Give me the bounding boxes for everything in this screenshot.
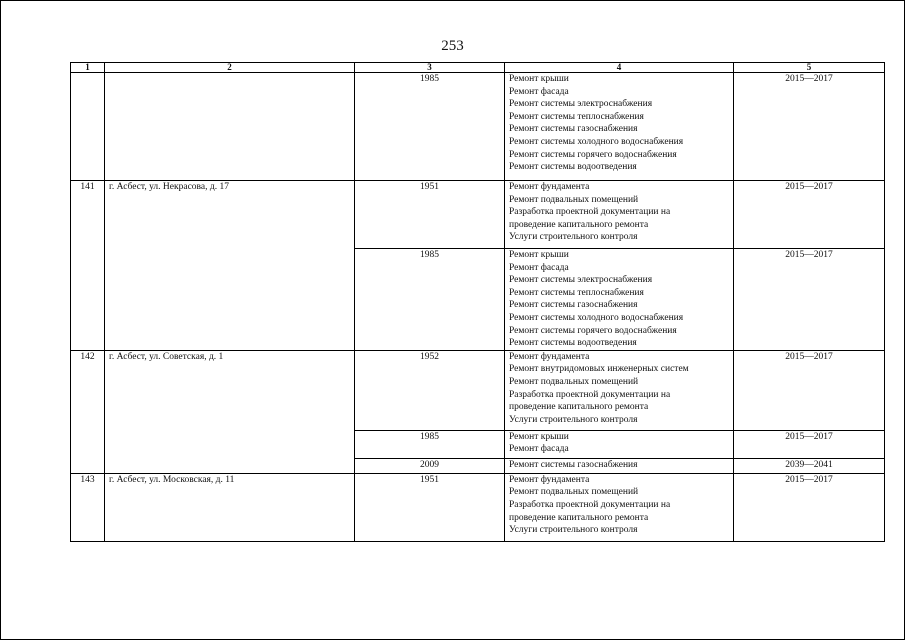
object-number: [71, 73, 105, 181]
commission-year: 1952: [355, 350, 505, 430]
object-number: 141: [71, 181, 105, 351]
work-item: Ремонт крыши: [509, 74, 569, 84]
works-list: [505, 430, 734, 458]
object-address: г. Асбест, ул. Московская, д. 11: [105, 473, 355, 541]
works-list: [505, 350, 734, 430]
object-address: г. Асбест, ул. Некрасова, д. 17: [105, 181, 355, 351]
commission-year: 1985: [355, 73, 505, 181]
planned-period: 2015—2017: [734, 181, 885, 249]
planned-period: 2015—2017: [734, 473, 885, 541]
work-item: Ремонт крыши: [509, 250, 569, 260]
commission-year: 1951: [355, 473, 505, 541]
work-item: Ремонт системы горячего водоснабжения: [509, 325, 677, 336]
work-item: Ремонт фундамента: [509, 182, 590, 192]
work-item: проведение капитального ремонта: [509, 402, 649, 413]
work-item: Ремонт системы горячего водоснабжения: [509, 149, 677, 160]
work-item: Услуги строительного контроля: [509, 414, 638, 425]
table-row: [71, 350, 885, 430]
planned-period: 2015—2017: [734, 249, 885, 351]
header-col-3: 3: [355, 63, 505, 73]
table-row: [71, 181, 885, 249]
page-number: 253: [441, 38, 464, 54]
work-item: Ремонт системы электроснабжения: [509, 99, 653, 110]
work-item: Ремонт системы теплоснабжения: [509, 287, 644, 298]
work-item: Ремонт системы холодного водоснабжения: [509, 312, 684, 323]
header-col-4: 4: [505, 63, 734, 73]
work-item: Ремонт системы газоснабжения: [509, 459, 638, 470]
work-item: Ремонт подвальных помещений: [509, 487, 639, 498]
work-item: Ремонт системы холодного водоснабжения: [509, 136, 684, 147]
commission-year: 1951: [355, 181, 505, 249]
work-item: Разработка проектной документации на: [509, 207, 671, 218]
header-row: [71, 63, 885, 73]
object-address: г. Асбест, ул. Советская, д. 1: [105, 350, 355, 473]
work-item: Ремонт системы газоснабжения: [509, 124, 638, 135]
object-address: [105, 73, 355, 181]
commission-year: 2009: [355, 458, 505, 473]
capital-repair-table: [70, 62, 885, 542]
object-number: 143: [71, 473, 105, 541]
commission-year: 1985: [355, 249, 505, 351]
work-item: Ремонт системы водоотведения: [509, 162, 637, 173]
work-item: Ремонт системы электроснабжения: [509, 275, 653, 286]
work-item: Ремонт крыши: [509, 431, 569, 442]
work-item: Ремонт внутридомовых инженерных систем: [509, 364, 689, 375]
work-item: Услуги строительного контроля: [509, 232, 638, 243]
works-list: [505, 249, 734, 351]
header-col-2: 2: [105, 63, 355, 73]
work-item: Услуги строительного контроля: [509, 525, 638, 536]
work-item: Ремонт системы теплоснабжения: [509, 111, 644, 122]
works-list: [505, 458, 734, 473]
work-item: Ремонт фундамента: [509, 474, 590, 485]
work-item: Ремонт системы газоснабжения: [509, 300, 638, 311]
table-row: [71, 473, 885, 541]
works-list: [505, 473, 734, 541]
work-item: Ремонт подвальных помещений: [509, 376, 639, 387]
work-item: Разработка проектной документации на: [509, 389, 671, 400]
commission-year: 1985: [355, 430, 505, 458]
header-col-5: 5: [734, 63, 885, 73]
planned-period: 2015—2017: [734, 73, 885, 181]
work-item: Ремонт фасада: [509, 262, 569, 273]
work-item: Ремонт подвальных помещений: [509, 194, 639, 205]
header-col-1: 1: [71, 63, 105, 73]
works-list: [505, 73, 734, 181]
work-item: Ремонт фасада: [509, 444, 569, 455]
work-item: Разработка проектной документации на: [509, 499, 671, 510]
works-list: [505, 181, 734, 249]
work-item: проведение капитального ремонта: [509, 512, 649, 523]
work-item: Ремонт фасада: [509, 86, 569, 97]
planned-period: 2039—2041: [734, 458, 885, 473]
work-item: Ремонт фундамента: [509, 351, 590, 362]
table-row: [71, 73, 885, 181]
planned-period: 2015—2017: [734, 350, 885, 430]
work-item: Ремонт системы водоотведения: [509, 338, 637, 349]
object-number: 142: [71, 350, 105, 473]
work-item: проведение капитального ремонта: [509, 219, 649, 230]
planned-period: 2015—2017: [734, 430, 885, 458]
